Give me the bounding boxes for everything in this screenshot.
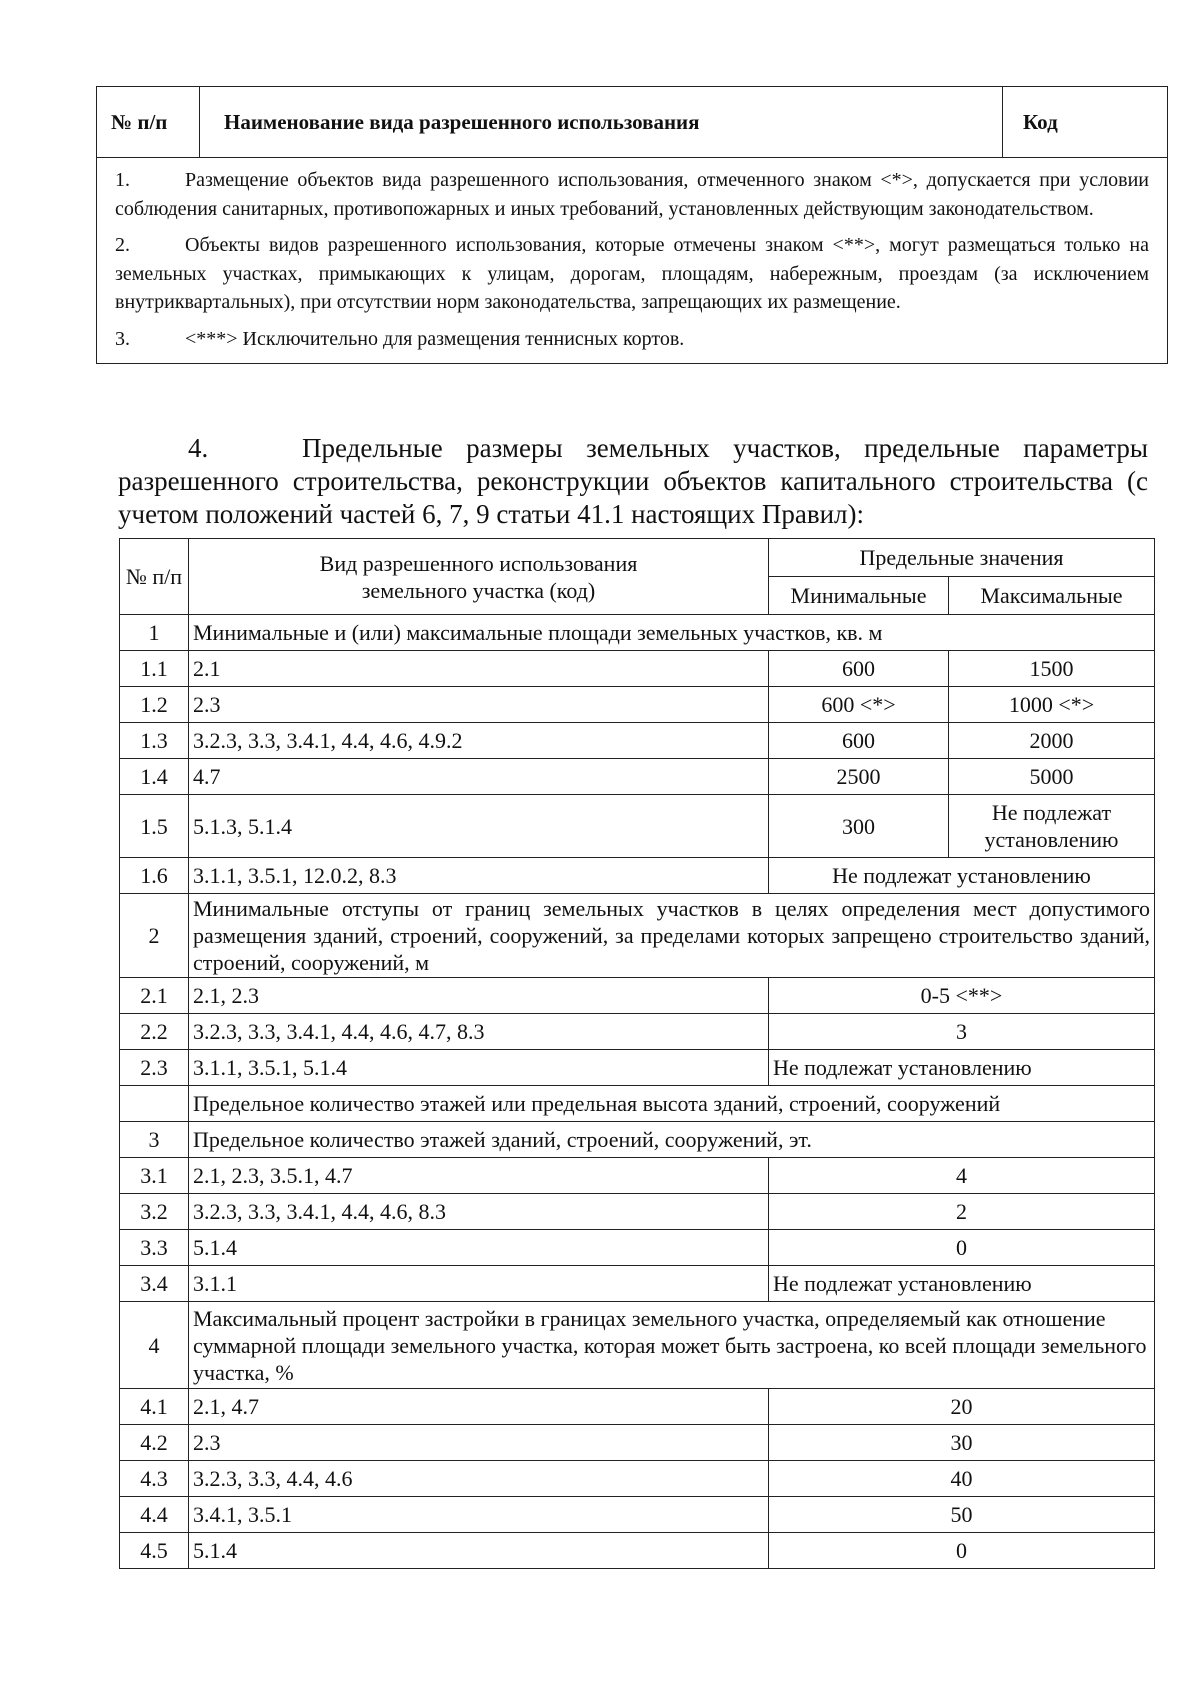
row-value: 0-5 <**> (769, 978, 1155, 1014)
row-number: 2 (120, 894, 189, 978)
table-row (120, 1461, 1155, 1497)
row-value: 30 (769, 1425, 1155, 1461)
section-title: Предельное количество этажей зданий, строений, сооружений, эт. (189, 1122, 1155, 1158)
row-codes: 2.1 (189, 651, 769, 687)
row-codes: 2.1, 2.3 (189, 978, 769, 1014)
table-row (120, 1266, 1155, 1302)
paragraph-number: 4. (188, 433, 209, 463)
paragraph-text: Предельные размеры земельных участков, предельные параметры разрешенного строительства, реконструкции объектов капитального строительства (с учетом положений частей 6, 7, 9 статьи 41.1 настоящих Правил): (118, 433, 1149, 529)
note-text: Размещение объектов вида разрешенного использования, отмеченного знаком <*>, допускается при условии соблюдения санитарных, противопожарных и иных требований, установленных действующим законодательством. (115, 169, 1149, 220)
row-max: 1000 <*> (949, 687, 1155, 723)
table-row (120, 1425, 1155, 1461)
row-max: 2000 (949, 723, 1155, 759)
table-row (120, 858, 1155, 894)
row-value: 40 (769, 1461, 1155, 1497)
header-max: Максимальные (949, 577, 1155, 615)
row-value: Не подлежат установлению (769, 858, 1155, 894)
row-max: 1500 (949, 651, 1155, 687)
row-number: 1.5 (120, 795, 189, 858)
header-num: № п/п (97, 87, 200, 157)
row-value: 50 (769, 1497, 1155, 1533)
row-value: 20 (769, 1389, 1155, 1425)
row-number: 1.3 (120, 723, 189, 759)
row-min: 600 (769, 651, 949, 687)
table-row (120, 1086, 1155, 1122)
row-min: 300 (769, 795, 949, 858)
note-number: 3. (115, 327, 130, 350)
row-number: 3.3 (120, 1230, 189, 1266)
row-number: 4.5 (120, 1533, 189, 1569)
section-title: Минимальные отступы от границ земельных участков в целях определения мест допустимого размещения зданий, строений, сооружений, за пределами которых запрещено строительство зданий, строений, сооружений, м (189, 894, 1155, 978)
row-codes: 3.2.3, 3.3, 3.4.1, 4.4, 4.6, 4.9.2 (189, 723, 769, 759)
row-number: 3 (120, 1122, 189, 1158)
row-number: 1 (120, 615, 189, 651)
notes-table (96, 86, 1168, 364)
row-number: 4.3 (120, 1461, 189, 1497)
row-number: 1.2 (120, 687, 189, 723)
table-row (120, 1302, 1155, 1389)
row-number: 4.1 (120, 1389, 189, 1425)
row-min: 2500 (769, 759, 949, 795)
note-item (115, 166, 1149, 223)
row-codes: 3.2.3, 3.3, 3.4.1, 4.4, 4.6, 4.7, 8.3 (189, 1014, 769, 1050)
table-row (120, 1230, 1155, 1266)
table-row (120, 1158, 1155, 1194)
table-row (120, 1122, 1155, 1158)
row-max: 5000 (949, 759, 1155, 795)
table-row (120, 1014, 1155, 1050)
row-max: Не подлежат установлению (949, 795, 1155, 858)
table-row (120, 1050, 1155, 1086)
table-row (120, 1497, 1155, 1533)
header-name: Наименование вида разрешенного использования (200, 87, 1003, 157)
row-value: 2 (769, 1194, 1155, 1230)
row-number: 4.2 (120, 1425, 189, 1461)
notes-table-header (97, 87, 1167, 158)
row-number: 4.4 (120, 1497, 189, 1533)
row-codes: 3.2.3, 3.3, 3.4.1, 4.4, 4.6, 8.3 (189, 1194, 769, 1230)
row-codes: 5.1.4 (189, 1230, 769, 1266)
header-code: Код (1023, 109, 1058, 134)
header-num: № п/п (120, 539, 189, 615)
row-codes: 5.1.3, 5.1.4 (189, 795, 769, 858)
note-text: <***> Исключительно для размещения теннисных кортов. (185, 327, 685, 350)
row-value: 4 (769, 1158, 1155, 1194)
row-codes: 3.4.1, 3.5.1 (189, 1497, 769, 1533)
row-number: 1.1 (120, 651, 189, 687)
table-row (120, 651, 1155, 687)
table-row (120, 894, 1155, 978)
row-value: 3 (769, 1014, 1155, 1050)
row-codes: 3.1.1 (189, 1266, 769, 1302)
row-codes: 3.1.1, 3.5.1, 12.0.2, 8.3 (189, 858, 769, 894)
header-limits: Предельные значения (769, 539, 1155, 577)
row-number: 1.6 (120, 858, 189, 894)
notes-body (97, 158, 1167, 363)
row-number: 3.2 (120, 1194, 189, 1230)
row-number (120, 1086, 189, 1122)
note-item (115, 325, 1149, 354)
row-value: Не подлежат установлению (769, 1050, 1155, 1086)
section-title: Минимальные и (или) максимальные площади земельных участков, кв. м (189, 615, 1155, 651)
row-number: 2.3 (120, 1050, 189, 1086)
section-title: Максимальный процент застройки в границах земельного участка, определяемый как отношение суммарной площади земельного участка, которая может быть застроена, ко всей площади земельного участка, % (189, 1302, 1155, 1389)
section-title: Предельное количество этажей или предельная высота зданий, строений, сооружений (189, 1086, 1155, 1122)
note-item (115, 231, 1149, 317)
table-header-row (120, 539, 1155, 577)
table-row (120, 723, 1155, 759)
row-min: 600 <*> (769, 687, 949, 723)
table-row (120, 1533, 1155, 1569)
table-row (120, 1389, 1155, 1425)
note-text: Объекты видов разрешенного использования, которые отмечены знаком <**>, могут размещаться только на земельных участках, примыкающих к улицам, дорогам, площадям, набережным, проездам (за исключением внутриквартальных), при отсутствии норм законодательства, запрещающих их размещение. (115, 234, 1149, 313)
row-codes: 5.1.4 (189, 1533, 769, 1569)
row-codes: 2.1, 4.7 (189, 1389, 769, 1425)
row-codes: 2.3 (189, 687, 769, 723)
table-row (120, 978, 1155, 1014)
row-codes: 3.2.3, 3.3, 4.4, 4.6 (189, 1461, 769, 1497)
section-paragraph (118, 432, 1148, 531)
row-min: 600 (769, 723, 949, 759)
row-value: Не подлежат установлению (769, 1266, 1155, 1302)
note-number: 1. (115, 169, 130, 191)
table-row (120, 795, 1155, 858)
table-row (120, 687, 1155, 723)
table-row (120, 615, 1155, 651)
limits-table (119, 538, 1155, 1569)
row-codes: 2.1, 2.3, 3.5.1, 4.7 (189, 1158, 769, 1194)
row-codes: 4.7 (189, 759, 769, 795)
row-number: 4 (120, 1302, 189, 1389)
row-number: 2.1 (120, 978, 189, 1014)
table-row (120, 1194, 1155, 1230)
header-min: Минимальные (769, 577, 949, 615)
row-value: 0 (769, 1533, 1155, 1569)
row-number: 1.4 (120, 759, 189, 795)
row-number: 3.1 (120, 1158, 189, 1194)
header-type: Вид разрешенного использования земельного участка (код) (189, 539, 769, 615)
table-row (120, 759, 1155, 795)
row-number: 3.4 (120, 1266, 189, 1302)
row-number: 2.2 (120, 1014, 189, 1050)
row-codes: 2.3 (189, 1425, 769, 1461)
note-number: 2. (115, 234, 130, 256)
row-codes: 3.1.1, 3.5.1, 5.1.4 (189, 1050, 769, 1086)
row-value: 0 (769, 1230, 1155, 1266)
